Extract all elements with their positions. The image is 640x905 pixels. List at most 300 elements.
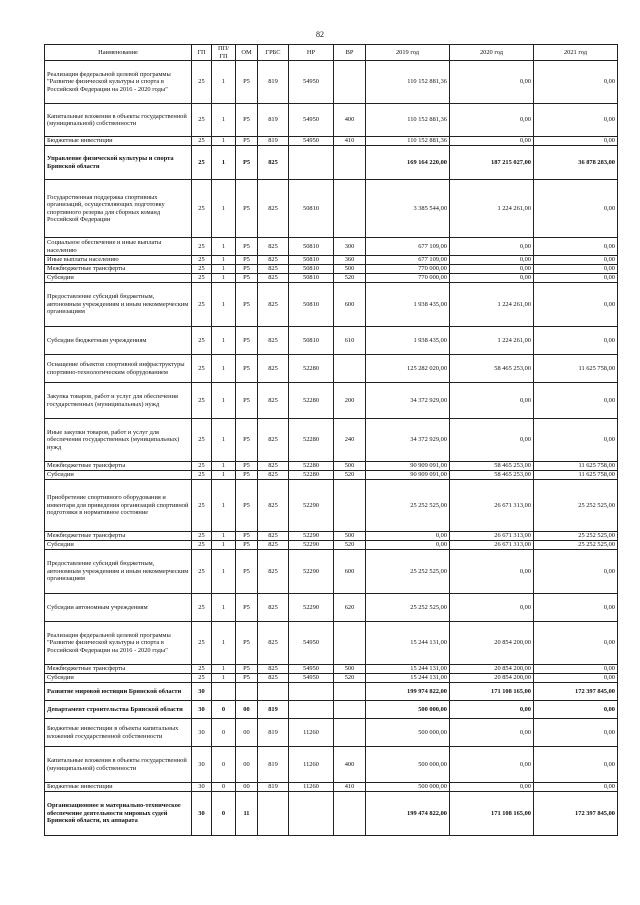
cell-nr: 52290 [289,594,334,622]
cell-gp: 25 [192,471,212,480]
cell-nr: 50810 [289,265,334,274]
cell-2020: 0,00 [450,274,534,283]
cell-nr: 50810 [289,180,334,238]
cell-name: Субсидии [45,674,192,683]
cell-2021: 0,00 [534,383,618,419]
cell-nr: 52280 [289,471,334,480]
cell-name: Развитие мировой юстиции Брянской области [45,683,192,701]
cell-2019: 1 938 435,00 [366,283,450,327]
cell-vr: 410 [334,783,366,792]
cell-vr [334,355,366,383]
cell-2020: 20 854 200,00 [450,665,534,674]
cell-vr: 520 [334,471,366,480]
cell-grbs: 819 [258,747,289,783]
cell-2021: 0,00 [534,283,618,327]
cell-vr: 600 [334,550,366,594]
cell-2021: 0,00 [534,419,618,462]
cell-om: 00 [236,783,258,792]
cell-ppgp: 1 [212,265,236,274]
cell-om: P5 [236,383,258,419]
cell-nr: 50810 [289,274,334,283]
cell-name: Капитальные вложения в объекты государственной (муниципальной) собственности [45,104,192,137]
table-row [45,462,618,471]
table-row [45,265,618,274]
cell-grbs: 825 [258,622,289,665]
cell-2020: 20 854 200,00 [450,674,534,683]
cell-vr: 520 [334,274,366,283]
cell-nr: 50810 [289,327,334,355]
cell-gp: 25 [192,550,212,594]
cell-2019: 25 252 525,00 [366,550,450,594]
table-row [45,747,618,783]
cell-name: Реализация федеральной целевой программы "Развитие физической культуры и спорта в Российской Федерации на 2016 - 2020 годы" [45,61,192,104]
cell-2020: 0,00 [450,104,534,137]
cell-2020: 1 224 261,00 [450,327,534,355]
cell-vr [334,792,366,836]
cell-ppgp: 1 [212,61,236,104]
cell-om: P5 [236,462,258,471]
table-row [45,701,618,719]
cell-nr: 54950 [289,104,334,137]
cell-gp: 25 [192,265,212,274]
cell-vr: 410 [334,137,366,146]
cell-om: P5 [236,104,258,137]
cell-nr: 52290 [289,480,334,532]
cell-nr [289,146,334,180]
page-number: 82 [316,30,324,39]
table-row [45,238,618,256]
cell-om: 00 [236,747,258,783]
cell-ppgp: 0 [212,701,236,719]
cell-om: P5 [236,146,258,180]
cell-om: P5 [236,238,258,256]
cell-vr [334,719,366,747]
cell-grbs: 825 [258,541,289,550]
cell-2019: 0,00 [366,541,450,550]
cell-vr: 300 [334,238,366,256]
cell-vr: 500 [334,532,366,541]
cell-nr: 54950 [289,622,334,665]
cell-ppgp: 0 [212,747,236,783]
cell-gp: 25 [192,355,212,383]
cell-ppgp: 1 [212,480,236,532]
cell-om: P5 [236,419,258,462]
cell-ppgp: 0 [212,783,236,792]
cell-ppgp: 1 [212,256,236,265]
cell-2020: 26 671 313,00 [450,480,534,532]
cell-gp: 25 [192,180,212,238]
cell-ppgp: 1 [212,622,236,665]
cell-ppgp: 0 [212,792,236,836]
cell-2021: 0,00 [534,180,618,238]
cell-2019: 770 000,00 [366,274,450,283]
cell-ppgp: 1 [212,594,236,622]
cell-2021: 0,00 [534,701,618,719]
cell-om: P5 [236,541,258,550]
table-row [45,783,618,792]
cell-2019: 0,00 [366,532,450,541]
cell-grbs: 825 [258,146,289,180]
header-om: ОМ [236,45,258,61]
cell-gp: 25 [192,104,212,137]
cell-2021: 0,00 [534,783,618,792]
cell-vr [334,683,366,701]
cell-name: Субсидии [45,541,192,550]
cell-grbs: 819 [258,104,289,137]
cell-nr: 54950 [289,665,334,674]
cell-grbs [258,792,289,836]
cell-gp: 30 [192,747,212,783]
table-row [45,327,618,355]
cell-grbs: 819 [258,137,289,146]
cell-om: P5 [236,622,258,665]
cell-ppgp: 1 [212,665,236,674]
cell-ppgp: 1 [212,532,236,541]
cell-2021: 0,00 [534,61,618,104]
cell-nr: 52290 [289,550,334,594]
header-gp: ГП [192,45,212,61]
cell-ppgp: 1 [212,180,236,238]
cell-2019: 677 109,00 [366,238,450,256]
cell-om: P5 [236,550,258,594]
table-row [45,355,618,383]
cell-grbs: 825 [258,674,289,683]
cell-name: Межбюджетные трансферты [45,532,192,541]
header-vr: ВР [334,45,366,61]
cell-2021: 172 397 845,00 [534,683,618,701]
cell-om: P5 [236,137,258,146]
cell-om: P5 [236,283,258,327]
cell-2020: 171 108 165,00 [450,792,534,836]
cell-2020: 0,00 [450,419,534,462]
cell-name: Оснащение объектов спортивной инфраструктуры спортивно-технологическим оборудованием [45,355,192,383]
cell-2021: 0,00 [534,265,618,274]
cell-2020: 0,00 [450,256,534,265]
cell-ppgp [212,683,236,701]
cell-2019: 3 385 544,00 [366,180,450,238]
table-row [45,532,618,541]
cell-grbs: 825 [258,355,289,383]
cell-name: Реализация федеральной целевой программы "Развитие физической культуры и спорта в Российской Федерации на 2016 - 2020 годы" [45,622,192,665]
cell-2020: 0,00 [450,550,534,594]
cell-2021: 25 252 525,00 [534,532,618,541]
table-row [45,719,618,747]
cell-2020: 1 224 261,00 [450,283,534,327]
cell-ppgp: 1 [212,550,236,594]
cell-ppgp: 1 [212,462,236,471]
cell-2020: 0,00 [450,265,534,274]
cell-2021: 11 625 758,00 [534,355,618,383]
table-header-row [45,45,618,61]
cell-om: P5 [236,265,258,274]
cell-gp: 25 [192,594,212,622]
cell-om: P5 [236,594,258,622]
cell-2020: 0,00 [450,783,534,792]
cell-grbs: 825 [258,327,289,355]
cell-2019: 169 164 220,00 [366,146,450,180]
cell-vr [334,61,366,104]
table-row [45,419,618,462]
cell-ppgp: 1 [212,274,236,283]
cell-2020: 1 224 261,00 [450,180,534,238]
cell-vr: 240 [334,419,366,462]
cell-2020: 26 671 313,00 [450,532,534,541]
cell-gp: 25 [192,238,212,256]
cell-2019: 25 252 525,00 [366,594,450,622]
cell-2019: 90 909 091,00 [366,471,450,480]
cell-2020: 0,00 [450,238,534,256]
cell-nr: 50810 [289,256,334,265]
header-2020: 2020 год [450,45,534,61]
cell-name: Субсидии [45,274,192,283]
table-row [45,274,618,283]
cell-gp: 25 [192,146,212,180]
cell-2020: 58 465 253,00 [450,462,534,471]
cell-nr: 52290 [289,541,334,550]
cell-vr: 600 [334,283,366,327]
cell-2019: 125 282 020,00 [366,355,450,383]
cell-nr: 50810 [289,283,334,327]
cell-2021: 0,00 [534,327,618,355]
cell-gp: 25 [192,532,212,541]
cell-ppgp: 0 [212,719,236,747]
cell-2019: 110 152 881,36 [366,104,450,137]
cell-2019: 15 244 131,00 [366,622,450,665]
cell-2019: 34 372 929,00 [366,419,450,462]
cell-2019: 110 152 881,36 [366,61,450,104]
cell-name: Иные закупки товаров, работ и услуг для обеспечения государственных (муниципальных) нужд [45,419,192,462]
cell-nr: 54950 [289,61,334,104]
cell-gp: 25 [192,674,212,683]
cell-grbs: 819 [258,783,289,792]
cell-vr: 610 [334,327,366,355]
cell-grbs: 825 [258,419,289,462]
cell-om [236,683,258,701]
table-row [45,665,618,674]
cell-2019: 500 000,00 [366,719,450,747]
cell-ppgp: 1 [212,674,236,683]
cell-grbs: 825 [258,550,289,594]
cell-gp: 25 [192,462,212,471]
cell-ppgp: 1 [212,146,236,180]
cell-nr: 11260 [289,719,334,747]
cell-grbs: 819 [258,61,289,104]
cell-2021: 0,00 [534,550,618,594]
cell-ppgp: 1 [212,104,236,137]
cell-2021: 25 252 525,00 [534,541,618,550]
cell-name: Межбюджетные трансферты [45,665,192,674]
cell-gp: 30 [192,701,212,719]
cell-vr [334,146,366,180]
cell-name: Департамент строительства Брянской области [45,701,192,719]
cell-2019: 677 109,00 [366,256,450,265]
cell-2020: 0,00 [450,701,534,719]
cell-nr: 52280 [289,383,334,419]
cell-om: P5 [236,665,258,674]
cell-grbs: 825 [258,180,289,238]
cell-gp: 25 [192,383,212,419]
table-row [45,622,618,665]
table-row [45,137,618,146]
cell-grbs: 819 [258,701,289,719]
cell-nr: 54950 [289,137,334,146]
table-row [45,792,618,836]
cell-gp: 25 [192,283,212,327]
cell-gp: 25 [192,665,212,674]
cell-nr [289,792,334,836]
cell-2021: 11 625 758,00 [534,471,618,480]
cell-gp: 25 [192,61,212,104]
table-row [45,383,618,419]
cell-vr: 400 [334,747,366,783]
cell-gp: 25 [192,137,212,146]
table-row [45,683,618,701]
table-row [45,471,618,480]
cell-grbs: 825 [258,471,289,480]
cell-grbs: 825 [258,274,289,283]
cell-grbs [258,683,289,701]
cell-2021: 0,00 [534,238,618,256]
cell-name: Приобретение спортивного оборудования и инвентаря для приведения организаций спортивной подготовки в нормативное состояние [45,480,192,532]
cell-nr: 54950 [289,674,334,683]
cell-vr [334,180,366,238]
cell-name: Бюджетные инвестиции [45,783,192,792]
cell-vr [334,622,366,665]
cell-name: Организационное и материально-техническое обеспечение деятельности мировых судей Брянской области, их аппарата [45,792,192,836]
header-name: Наименование [45,45,192,61]
cell-2021: 36 878 283,00 [534,146,618,180]
cell-grbs: 825 [258,383,289,419]
table-row [45,256,618,265]
cell-vr: 400 [334,104,366,137]
cell-2019: 34 372 929,00 [366,383,450,419]
cell-vr [334,480,366,532]
cell-om: 11 [236,792,258,836]
cell-gp: 25 [192,622,212,665]
header-2019: 2019 год [366,45,450,61]
cell-om: P5 [236,480,258,532]
cell-2020: 26 671 313,00 [450,541,534,550]
cell-name: Субсидии бюджетным учреждениям [45,327,192,355]
cell-ppgp: 1 [212,355,236,383]
header-nr: НР [289,45,334,61]
cell-name: Закупка товаров, работ и услуг для обеспечения государственных (муниципальных) нужд [45,383,192,419]
cell-2020: 0,00 [450,61,534,104]
cell-gp: 25 [192,419,212,462]
cell-grbs: 825 [258,665,289,674]
cell-2019: 1 938 435,00 [366,327,450,355]
cell-om: P5 [236,471,258,480]
cell-2020: 0,00 [450,594,534,622]
cell-name: Межбюджетные трансферты [45,265,192,274]
cell-name: Социальное обеспечение и иные выплаты населению [45,238,192,256]
cell-om: P5 [236,61,258,104]
table-row [45,283,618,327]
cell-vr: 520 [334,541,366,550]
cell-vr [334,701,366,719]
cell-vr: 200 [334,383,366,419]
cell-2020: 0,00 [450,383,534,419]
cell-name: Управление физической культуры и спорта Брянской области [45,146,192,180]
cell-om: P5 [236,355,258,383]
cell-name: Межбюджетные трансферты [45,462,192,471]
cell-gp: 30 [192,783,212,792]
cell-nr [289,683,334,701]
cell-ppgp: 1 [212,383,236,419]
table-row [45,146,618,180]
cell-2020: 20 854 200,00 [450,622,534,665]
cell-2019: 500 000,00 [366,701,450,719]
cell-om: P5 [236,274,258,283]
cell-grbs: 825 [258,238,289,256]
cell-2019: 15 244 131,00 [366,674,450,683]
table-row [45,550,618,594]
cell-gp: 25 [192,274,212,283]
cell-om: P5 [236,256,258,265]
cell-2021: 0,00 [534,747,618,783]
cell-2020: 0,00 [450,137,534,146]
cell-2019: 90 909 091,00 [366,462,450,471]
cell-ppgp: 1 [212,238,236,256]
cell-2020: 171 108 165,00 [450,683,534,701]
cell-grbs: 825 [258,594,289,622]
table-row [45,104,618,137]
header-2021: 2021 год [534,45,618,61]
cell-2021: 0,00 [534,594,618,622]
cell-2021: 0,00 [534,674,618,683]
table-row [45,594,618,622]
cell-vr: 500 [334,462,366,471]
cell-om: 00 [236,701,258,719]
cell-gp: 25 [192,480,212,532]
cell-nr: 52280 [289,462,334,471]
cell-grbs: 825 [258,265,289,274]
cell-nr: 11260 [289,783,334,792]
cell-gp: 30 [192,683,212,701]
cell-ppgp: 1 [212,137,236,146]
table-row [45,674,618,683]
cell-2021: 25 252 525,00 [534,480,618,532]
cell-grbs: 825 [258,532,289,541]
cell-name: Предоставление субсидий бюджетным, автономным учреждениям и иным некоммерческим организациям [45,550,192,594]
cell-2021: 11 625 758,00 [534,462,618,471]
cell-name: Субсидии [45,471,192,480]
cell-2020: 58 465 253,00 [450,355,534,383]
cell-grbs: 819 [258,719,289,747]
cell-2021: 0,00 [534,256,618,265]
cell-2021: 0,00 [534,719,618,747]
cell-2019: 110 152 881,36 [366,137,450,146]
cell-gp: 25 [192,256,212,265]
cell-2019: 770 000,00 [366,265,450,274]
cell-ppgp: 1 [212,419,236,462]
cell-gp: 30 [192,719,212,747]
cell-name: Предоставление субсидий бюджетным, автономным учреждениям и иным некоммерческим организациям [45,283,192,327]
cell-2019: 199 474 822,00 [366,792,450,836]
table-row [45,180,618,238]
cell-grbs: 825 [258,462,289,471]
cell-2020: 58 465 253,00 [450,471,534,480]
cell-vr: 500 [334,665,366,674]
cell-name: Капитальные вложения в объекты государственной (муниципальной) собственности [45,747,192,783]
cell-om: P5 [236,674,258,683]
budget-table [44,44,618,836]
cell-2021: 0,00 [534,137,618,146]
cell-grbs: 825 [258,480,289,532]
cell-nr: 52280 [289,355,334,383]
table-body [45,61,618,836]
cell-nr [289,701,334,719]
